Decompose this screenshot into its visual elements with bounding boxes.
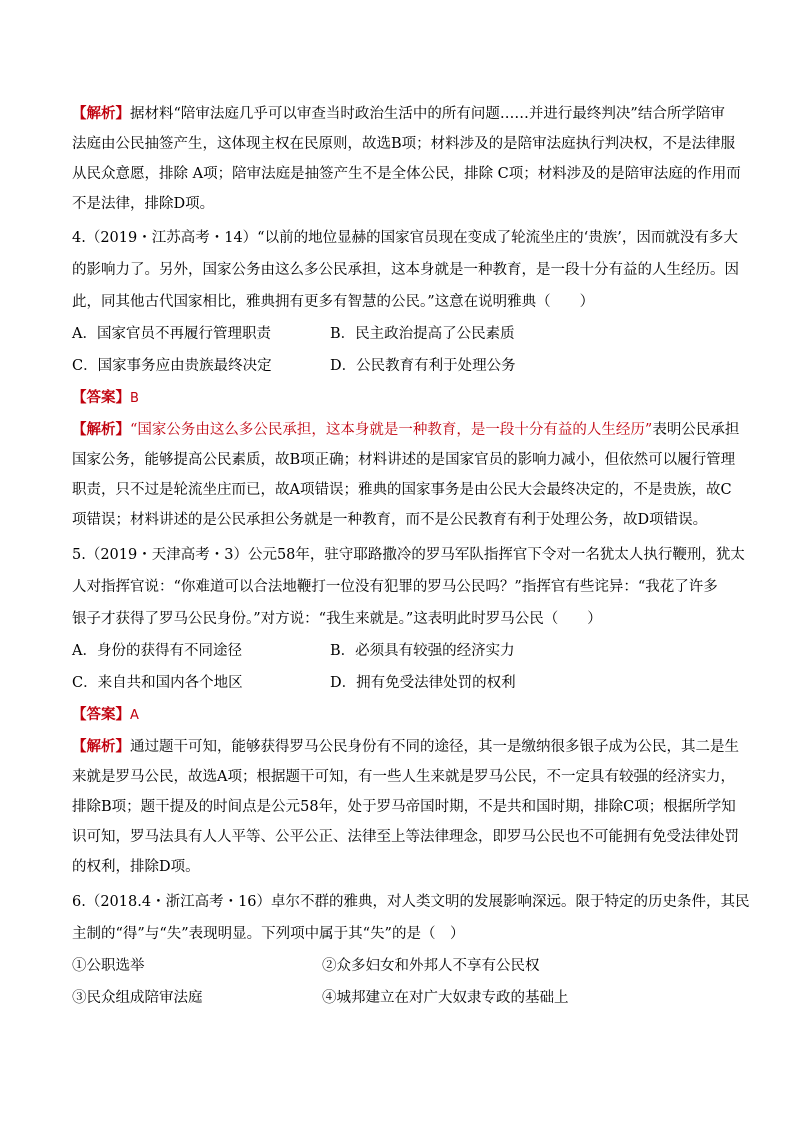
question-6-item-2: ②众多妇女和外邦人不享有公民权: [322, 958, 540, 974]
analysis-quote: 据材料“陪审法庭几乎可以审查当时政治生活中的所有问题……并进行最终判决”: [130, 106, 638, 122]
question-4-stem: 此，同其他古代国家相比，雅典拥有更多有智慧的公民。”这意在说明雅典（ ）: [72, 294, 595, 310]
question-5-analysis: 排除B项；题干提及的时间点是公元58年，处于罗马帝国时期，不是共和国时期，排除C项；根据所学知: [72, 799, 736, 815]
question-4-option-b: B．民主政治提高了公民素质: [330, 326, 515, 342]
analysis-label: 【解析】: [72, 106, 130, 122]
question-4-analysis: 国家公务，能够提高公民素质，故B项正确；材料讲述的是国家官员的影响力减小，但依然可以履行管理: [72, 452, 736, 468]
analysis-quote: “国家公务由这么多公民承担，这本身就是一种教育，是一段十分有益的人生经历”: [130, 422, 653, 438]
question-4-option-d: D．公民教育有利于处理公务: [330, 358, 516, 374]
question-4-analysis: 项错误；材料讲述的是公民承担公务就是一种教育，而不是公民教育有利于处理公务，故D项错误。: [72, 512, 708, 528]
question-4-answer: [72, 388, 139, 409]
question-4-analysis: [72, 420, 739, 440]
question-6-item-1: ①公职选举: [72, 958, 145, 974]
question-4-option-a: A．国家官员不再履行管理职责: [72, 326, 271, 342]
question-5-option-b: B．必须具有较强的经济实力: [330, 643, 515, 659]
question-6-item-4: ④城邦建立在对广大奴隶专政的基础上: [322, 990, 569, 1006]
question-5-answer: [72, 705, 139, 726]
analysis-line: 从民众意愿，排除 A项；陪审法庭是抽签产生不是全体公民，排除 C项；材料涉及的是陪审法庭的作用而: [72, 166, 741, 182]
question-4-stem: 的影响力了。另外，国家公务由这么多公民承担，这本身就是一种教育，是一段十分有益的人生经历。因: [72, 262, 739, 278]
analysis-text: 表明公民承担: [652, 422, 740, 438]
question-5-analysis: 的权利，排除D项。: [72, 859, 200, 875]
analysis-text: 通过题干可知，能够获得罗马公民身份有不同的途径，其一是缴纳很多银子成为公民，其二是生: [130, 739, 739, 755]
question-5-analysis: [72, 737, 739, 757]
question-5-stem: 5.（2019・天津高考・3）公元58年，驻守耶路撒冷的罗马军队指挥官下令对一名犹太人执行鞭刑，犹太: [72, 547, 745, 563]
answer-value: A: [130, 708, 139, 723]
question-5-option-a: A．身份的获得有不同途径: [72, 643, 242, 659]
question-6-stem: 6.（2018.4・浙江高考・16）卓尔不群的雅典，对人类文明的发展影响深远。限于特定的历史条件，其民: [72, 894, 750, 910]
answer-label: 【答案】: [72, 707, 130, 723]
analysis-text: 结合所学陪审: [637, 106, 725, 122]
answer-value: B: [130, 391, 139, 406]
question-5-option-d: D．拥有免受法律处罚的权利: [330, 675, 516, 691]
question-5-analysis: 识可知，罗马法具有人人平等、公平公正、法律至上等法律理念，即罗马公民也不可能拥有免受法律处罚: [72, 829, 739, 845]
question-4-stem: 4.（2019・江苏高考・14）“以前的地位显赫的国家官员现在变成了轮流坐庄的‘贵族’，因而就没有多大: [72, 230, 738, 246]
analysis-line: 不是法律，排除D项。: [72, 196, 215, 212]
question-5-analysis: 来就是罗马公民，故选A项；根据题干可知，有一些人生来就是罗马公民，不一定具有较强的经济实力，: [72, 769, 735, 785]
question-5-stem: 人对指挥官说：“你难道可以合法地鞭打一位没有犯罪的罗马公民吗？”指挥官有些诧异：“我花了许多: [72, 579, 718, 595]
question-4-option-c: C．国家事务应由贵族最终决定: [72, 358, 272, 374]
question-6-item-3: ③民众组成陪审法庭: [72, 990, 203, 1006]
question-4-analysis: 职责，只不过是轮流坐庄而已，故A项错误；雅典的国家事务是由公民大会最终决定的，不是贵族，故C: [72, 482, 732, 498]
question-5-stem: 银子才获得了罗马公民身份。”对方说：“我生来就是。”这表明此时罗马公民（ ）: [72, 611, 602, 627]
analysis-line: 法庭由公民抽签产生，这体现主权在民原则，故选B项；材料涉及的是陪审法庭执行判决权，不是法律服: [72, 136, 736, 152]
question-6-stem: 主制的“得”与“失”表现明显。下列项中属于其“失”的是（ ）: [72, 926, 465, 942]
analysis-line: [72, 104, 725, 124]
question-5-option-c: C．来自共和国内各个地区: [72, 675, 243, 691]
analysis-label: 【解析】: [72, 422, 130, 438]
answer-label: 【答案】: [72, 390, 130, 406]
analysis-label: 【解析】: [72, 739, 130, 755]
